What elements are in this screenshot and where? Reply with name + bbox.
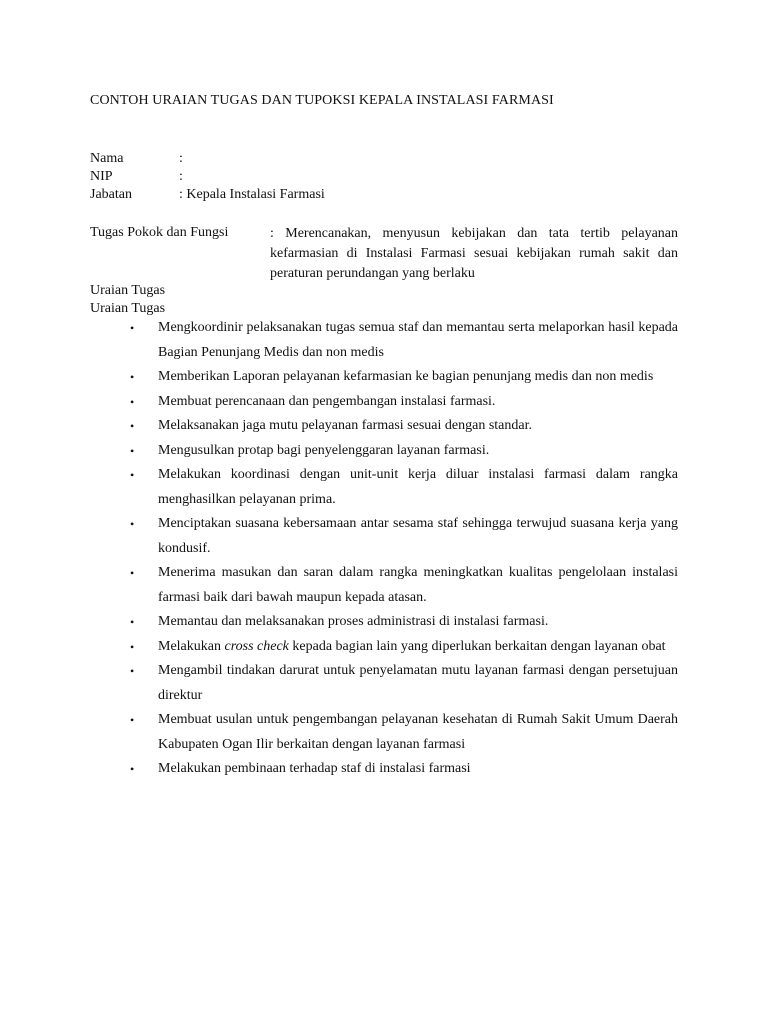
tupoksi-label: Tugas Pokok dan Fungsi	[90, 225, 229, 240]
duty-line: Mengambil tindakan darurat untuk penyelamatan mutu layanan farmasi dengan persetujuan	[158, 663, 678, 678]
bullet-icon: •	[130, 615, 135, 629]
bullet-icon: •	[130, 419, 135, 433]
duty-text	[158, 759, 678, 784]
tupoksi-line: : Merencanakan, menyusun kebijakan dan tata tertib pelayanan	[270, 226, 678, 241]
field-jabatan-value: : Kepala Instalasi Farmasi	[179, 187, 325, 202]
duty-text	[158, 661, 678, 710]
duty-line: farmasi baik dari bawah maupun kepada atasan.	[158, 589, 427, 605]
bullet-icon: •	[130, 639, 135, 654]
duty-text-segment: Melakukan	[158, 638, 225, 654]
duty-line: Memberikan Laporan pelayanan kefarmasian ke bagian penunjang medis dan non medis	[158, 369, 654, 384]
bullet-icon: •	[130, 394, 135, 409]
bullet-icon: •	[130, 664, 135, 678]
duty-text	[158, 612, 678, 637]
document-title: CONTOH URAIAN TUGAS DAN TUPOKSI KEPALA INSTALASI FARMASI	[90, 93, 554, 108]
duty-text	[158, 465, 678, 514]
duty-text	[158, 392, 678, 417]
field-nip	[90, 168, 690, 186]
duty-text	[158, 514, 678, 563]
section-heading: Uraian Tugas	[90, 301, 166, 316]
bullet-icon: •	[130, 370, 135, 384]
tupoksi-line: peraturan perundangan yang berlaku	[270, 266, 475, 281]
duty-line: Mengkoordinir pelaksanakan tugas semua staf dan memantau serta melaporkan hasil kepada	[158, 320, 678, 335]
field-jabatan	[90, 186, 690, 204]
duty-text	[158, 710, 678, 759]
bullet-icon: •	[130, 517, 135, 531]
tupoksi-text	[270, 224, 678, 284]
duty-line: Melaksanakan jaga mutu pelayanan farmasi sesuai dengan standar.	[158, 418, 532, 433]
duty-text	[158, 563, 678, 612]
bullet-icon: •	[130, 713, 135, 727]
duty-line: direktur	[158, 687, 203, 703]
duty-text-segment: kepada bagian lain yang diperlukan berkaitan dengan layanan obat	[288, 638, 666, 654]
duty-line: kondusif.	[158, 540, 211, 556]
field-nip-label: NIP	[90, 169, 113, 184]
duty-line: Melakukan koordinasi dengan unit-unit kerja diluar instalasi farmasi dalam rangka	[158, 467, 678, 482]
duty-line: Membuat usulan untuk pengembangan pelayanan kesehatan di Rumah Sakit Umum Daerah	[158, 712, 678, 727]
duty-text	[158, 637, 678, 662]
duty-line: menghasilkan pelayanan prima.	[158, 491, 336, 507]
duty-line: Memantau dan melaksanakan proses administrasi di instalasi farmasi.	[158, 614, 549, 629]
field-nama-label: Nama	[90, 151, 124, 166]
duty-line: Melakukan pembinaan terhadap staf di instalasi farmasi	[158, 761, 471, 776]
duty-text	[158, 318, 678, 367]
duty-text	[158, 367, 678, 392]
duty-line: Membuat perencanaan dan pengembangan instalasi farmasi.	[158, 393, 496, 409]
field-nip-value: :	[179, 169, 183, 184]
field-nama	[90, 150, 690, 168]
tupoksi-line: kefarmasian di Instalasi Farmasi sesuai kebijakan rumah sakit dan	[270, 246, 678, 261]
duty-text	[158, 441, 678, 466]
duty-italic-term: cross check	[224, 638, 289, 654]
field-nama-value: :	[179, 151, 183, 166]
duty-line: Kabupaten Ogan Ilir berkaitan dengan layanan farmasi	[158, 736, 466, 752]
section-heading: Uraian Tugas	[90, 283, 166, 298]
duty-line: Menerima masukan dan saran dalam rangka meningkatkan kualitas pengelolaan instalasi	[158, 565, 678, 580]
duty-text	[158, 416, 678, 441]
duty-line	[158, 637, 678, 662]
bullet-icon: •	[130, 762, 135, 776]
bullet-icon: •	[130, 468, 135, 482]
duty-line: Bagian Penunjang Medis dan non medis	[158, 344, 384, 360]
field-jabatan-label: Jabatan	[90, 187, 132, 202]
bullet-icon: •	[130, 566, 135, 580]
duty-line: Menciptakan suasana kebersamaan antar sesama staf sehingga terwujud suasana kerja yang	[158, 516, 678, 531]
bullet-icon: •	[130, 443, 135, 458]
bullet-icon: •	[130, 321, 135, 335]
duty-line: Mengusulkan protap bagi penyelenggaran layanan farmasi.	[158, 442, 490, 458]
